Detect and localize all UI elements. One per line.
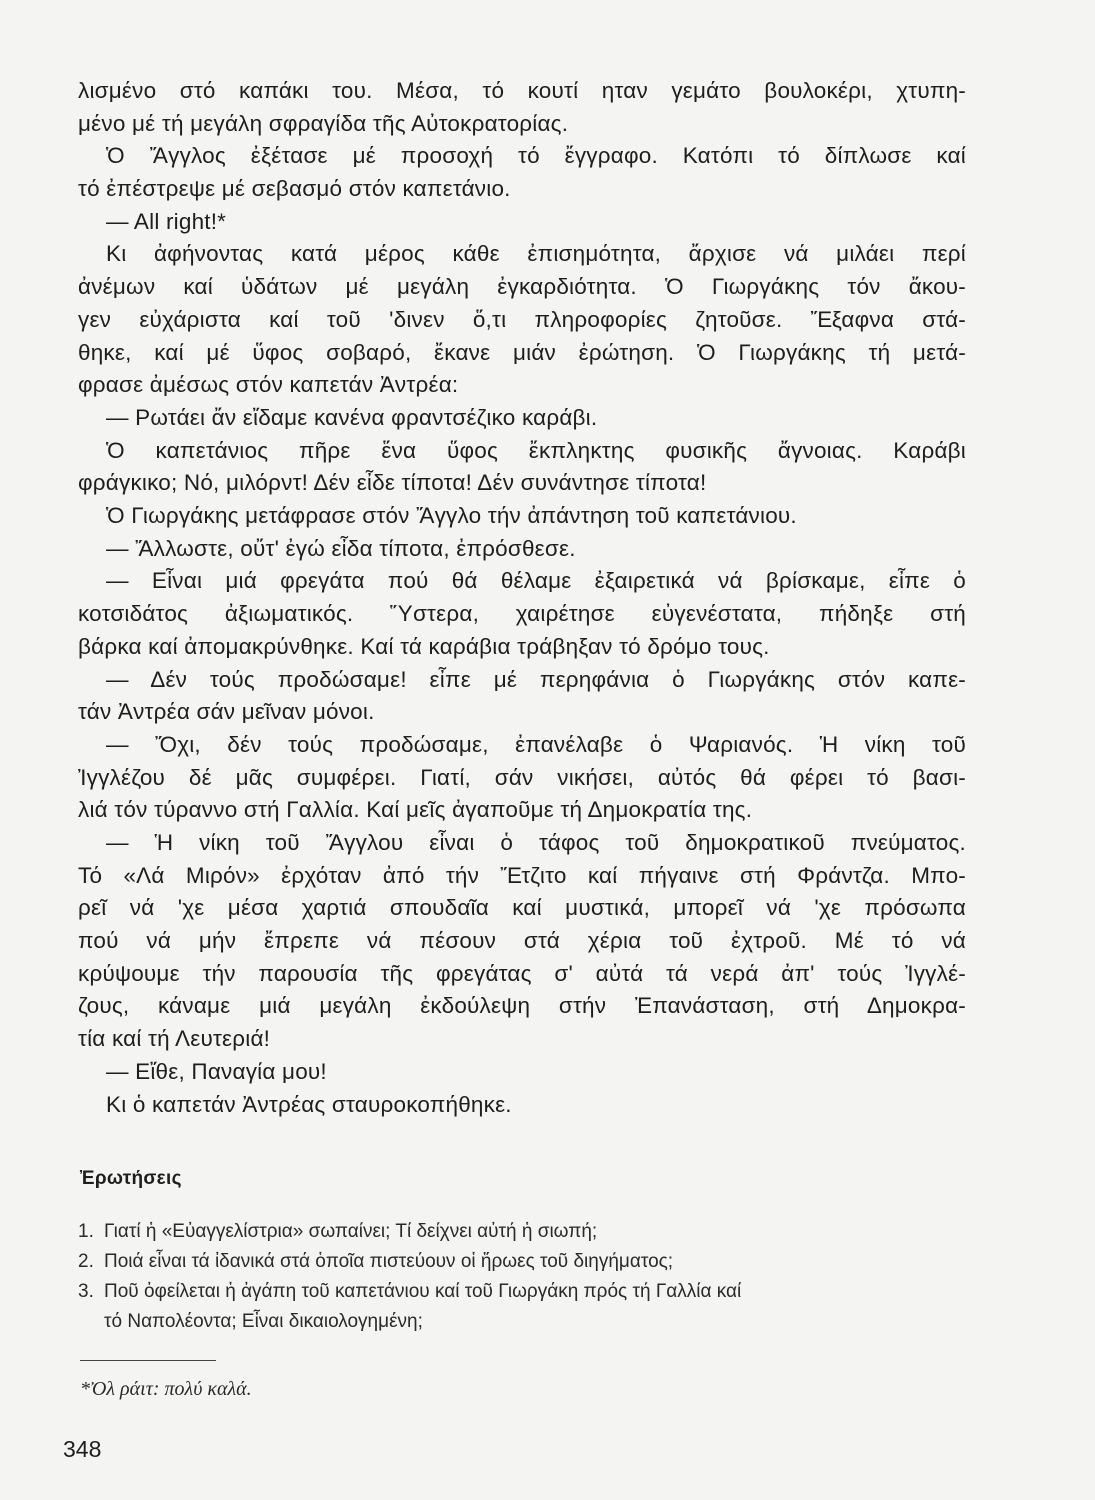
questions-heading: Ἐρωτήσεις bbox=[80, 1168, 182, 1189]
body-text bbox=[78, 75, 966, 1121]
text-line: Ὁ καπετάνιος πῆρε ἕνα ὕφος ἔκπληκτης φυσικῆς ἄγνοιας. Καράβι bbox=[106, 437, 966, 463]
text-line: Ὁ Γιωργάκης μετάφρασε στόν Ἄγγλο τήν ἀπάντηση τοῦ καπετάνιου. bbox=[106, 503, 797, 529]
text-line: λιά τόν τύραννο στή Γαλλία. Καί μεῖς ἀγαποῦμε τή Δημοκρατία της. bbox=[78, 797, 753, 823]
text-line: Κι ἀφήνοντας κατά μέρος κάθε ἐπισημότητα, ἄρχισε νά μιλάει περί bbox=[106, 241, 966, 267]
question-item bbox=[78, 1277, 966, 1307]
text-line: θηκε, καί μέ ὕφος σοβαρό, ἔκανε μιάν ἐρώτηση. Ὁ Γιωργάκης τή μετά- bbox=[78, 339, 966, 365]
text-line: λισμένο στό καπάκι του. Μέσα, τό κουτί ηταν γεμάτο βουλοκέρι, χτυπη- bbox=[78, 78, 966, 103]
text-line: φράγκικο; Νό, μιλόρντ! Δέν εἶδε τίποτα! Δέν συνάντησε τίποτα! bbox=[78, 470, 707, 496]
text-line: τό ἐπέστρεψε μέ σεβασμό στόν καπετάνιο. bbox=[78, 176, 511, 202]
question-number: 1. bbox=[78, 1221, 94, 1242]
question-item bbox=[78, 1307, 966, 1337]
text-line: τία καί τή Λευτεριά! bbox=[78, 1026, 271, 1052]
text-line: βάρκα καί ἀπομακρύνθηκε. Καί τά καράβια τράβηξαν τό δρόμο τους. bbox=[78, 633, 770, 659]
text-line: κρύψουμε τήν παρουσία τῆς φρεγάτας σ' αὐτά τά νερά ἀπ' τούς Ἰγγλέ- bbox=[78, 960, 966, 986]
text-line: — Εἶναι μιά φρεγάτα πού θά θέλαμε ἐξαιρετικά νά βρίσκαμε, εἶπε ὁ bbox=[106, 568, 966, 594]
text-line: φρασε ἀμέσως στόν καπετάν Ἀντρέα: bbox=[78, 372, 459, 398]
question-number: 3. bbox=[78, 1281, 94, 1302]
text-line: μένο μέ τή μεγάλη σφραγίδα τῆς Αὐτοκρατορίας. bbox=[78, 110, 569, 136]
question-number: 2. bbox=[78, 1251, 94, 1272]
footnote: *Ὀλ ράιτ: πολύ καλά. bbox=[80, 1378, 252, 1400]
text-line: γεν εὐχάριστα καί τοῦ 'δινεν ὅ,τι πληροφορίες ζητοῦσε. Ἔξαφνα στά- bbox=[78, 306, 966, 332]
text-line: κοτσιδάτος ἀξιωματικός. Ὕστερα, χαιρέτησε εὐγενέστατα, πήδηξε στή bbox=[78, 601, 966, 627]
text-line: τάν Ἀντρέα σάν μεῖναν μόνοι. bbox=[78, 699, 375, 725]
footnote-rule bbox=[80, 1360, 216, 1361]
text-line: — Εἴθε, Παναγία μου! bbox=[106, 1058, 327, 1084]
text-line: — Δέν τούς προδώσαμε! εἶπε μέ περηφάνια ὁ Γιωργάκης στόν καπε- bbox=[106, 666, 966, 692]
question-text: Ποῦ ὀφείλεται ἡ ἀγάπη τοῦ καπετάνιου καί τοῦ Γιωργάκη πρός τή Γαλλία καί bbox=[104, 1281, 742, 1302]
text-line: ρεῖ νά 'χε μέσα χαρτιά σπουδαῖα καί μυστικά, μπορεῖ νά 'χε πρόσωπα bbox=[78, 895, 966, 921]
text-line: πού νά μήν ἔπρεπε νά πέσουν στά χέρια τοῦ ἐχτροῦ. Μέ τό νά bbox=[78, 928, 966, 954]
questions-list bbox=[78, 1217, 966, 1337]
text-line: Ἰγγλέζου δέ μᾶς συμφέρει. Γιατί, σάν νικήσει, αὐτός θά φέρει τό βασι- bbox=[78, 764, 966, 790]
question-text: Ποιά εἶναι τά ἰδανικά στά ὁποῖα πιστεύουν οἱ ἥρωες τοῦ διηγήματος; bbox=[104, 1251, 674, 1272]
text-line: — Ἡ νίκη τοῦ Ἄγγλου εἶναι ὁ τάφος τοῦ δημοκρατικοῦ πνεύματος. bbox=[106, 829, 966, 855]
question-item bbox=[78, 1247, 966, 1277]
text-line: — Ρωτάει ἄν εἴδαμε κανένα φραντσέζικο καράβι. bbox=[106, 404, 598, 430]
page-number: 348 bbox=[63, 1436, 102, 1462]
question-text: Γιατί ἡ «Εὐαγγελίστρια» σωπαίνει; Τί δείχνει αὐτή ἡ σιωπή; bbox=[104, 1221, 598, 1242]
text-line: ζους, κάναμε μιά μεγάλη ἐκδούλεψη στήν Ἐπανάσταση, στή Δημοκρα- bbox=[78, 993, 966, 1019]
text-line: ἀνέμων καί ὑδάτων μέ μεγάλη ἐγκαρδιότητα. Ὁ Γιωργάκης τόν ἄκου- bbox=[78, 274, 966, 300]
question-text: τό Ναπολέοντα; Εἶναι δικαιολογημένη; bbox=[104, 1311, 423, 1332]
text-line: Κι ὁ καπετάν Ἀντρέας σταυροκοπήθηκε. bbox=[106, 1091, 512, 1117]
text-line: — All right!* bbox=[106, 208, 227, 234]
question-item bbox=[78, 1217, 966, 1247]
text-line: Ὁ Ἄγγλος ἐξέτασε μέ προσοχή τό ἔγγραφο. Κατόπι τό δίπλωσε καί bbox=[106, 143, 966, 169]
text-line: Τό «Λά Μιρόν» ἐρχόταν ἀπό τήν Ἔτζιτο καί πήγαινε στή Φράντζα. Μπο- bbox=[78, 862, 966, 888]
text-line: — Ὄχι, δέν τούς προδώσαμε, ἐπανέλαβε ὁ Ψαριανός. Ἡ νίκη τοῦ bbox=[106, 731, 966, 757]
text-line: — Ἄλλωστε, οὔτ' ἐγώ εἶδα τίποτα, ἐπρόσθεσε. bbox=[106, 535, 576, 561]
